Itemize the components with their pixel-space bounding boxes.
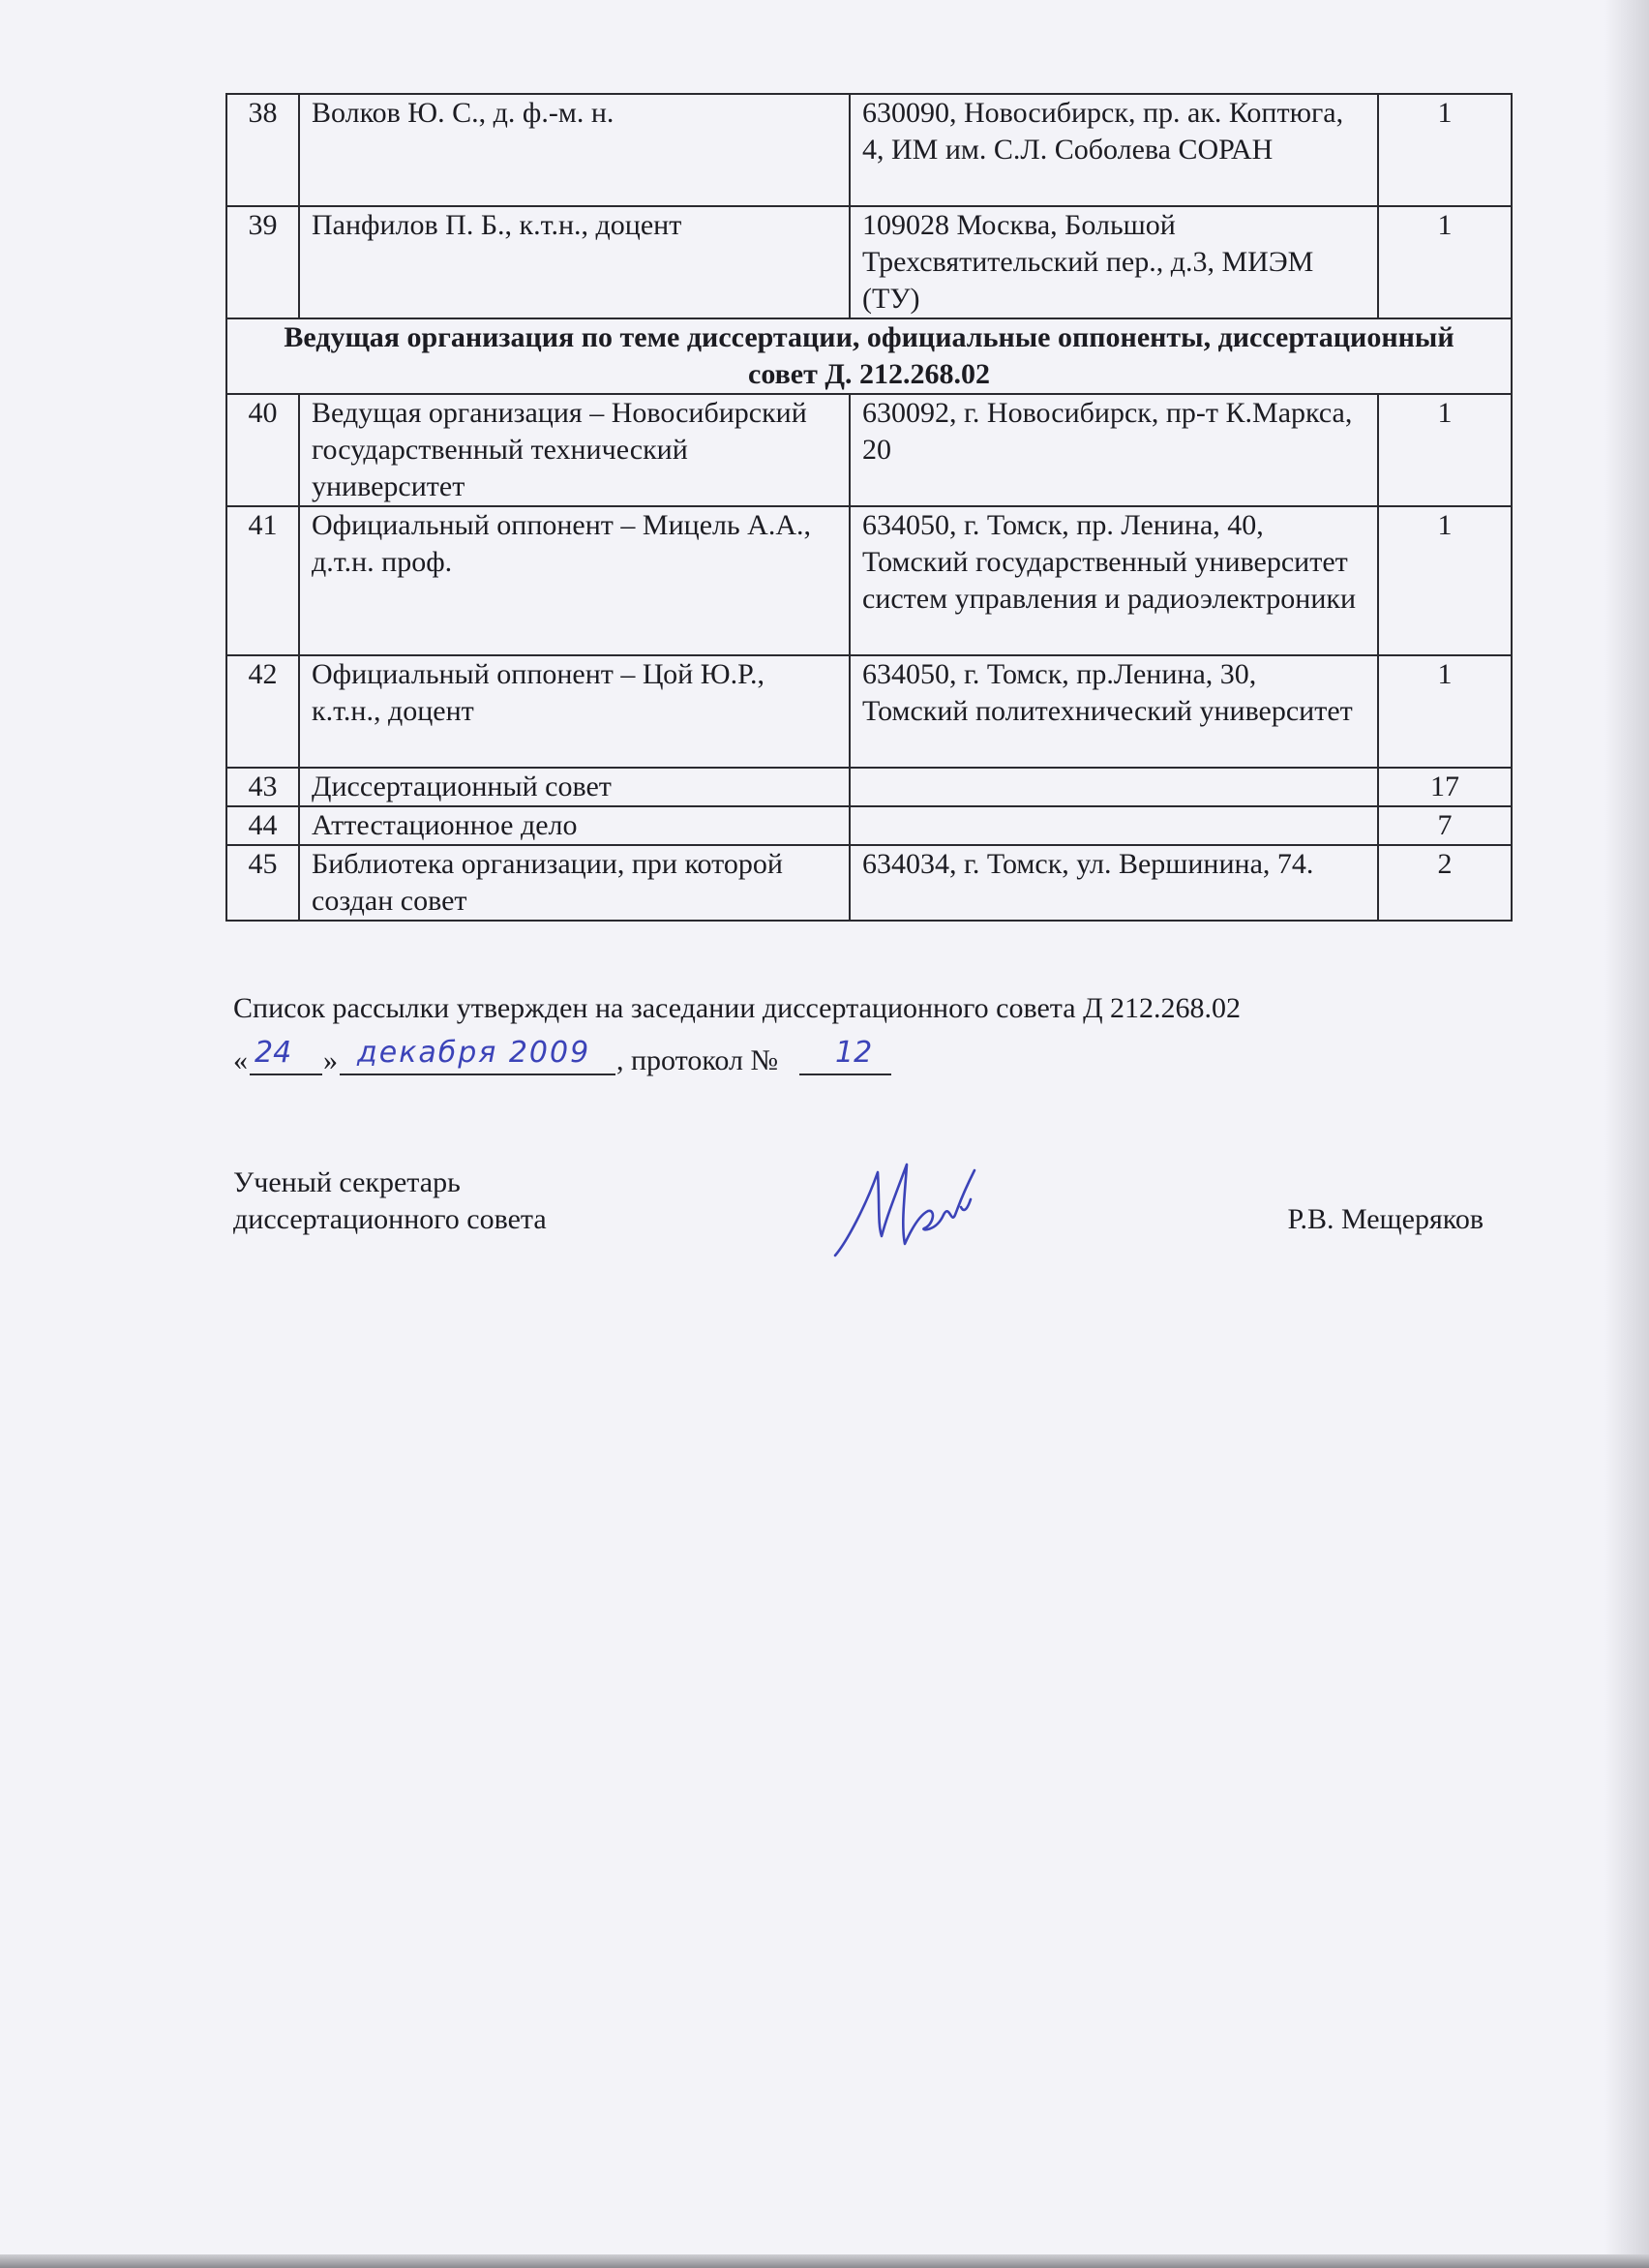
cell-copies: 1 (1378, 94, 1512, 206)
cell-recipient: Ведущая организация – Новосибирский государственный технический университет (299, 394, 850, 506)
cell-copies: 2 (1378, 845, 1512, 921)
approval-date-line (233, 1036, 930, 1091)
cell-recipient: Официальный оппонент – Цой Ю.Р., к.т.н., доцент (299, 655, 850, 768)
cell-number: 44 (226, 806, 299, 845)
protocol-underline (799, 1074, 891, 1075)
cell-copies: 17 (1378, 768, 1512, 806)
cell-recipient: Панфилов П. Б., к.т.н., доцент (299, 206, 850, 318)
open-quote: « (233, 1044, 248, 1076)
section-heading: Ведущая организация по теме диссертации, официальные оппоненты, диссертационный совет Д. 212.268.02 (226, 318, 1512, 394)
cell-recipient: Диссертационный совет (299, 768, 850, 806)
table-row (226, 655, 1512, 768)
section-heading-row (226, 318, 1512, 394)
cell-address: 630090, Новосибирск, пр. ак. Коптюга, 4, ИМ им. С.Л. Соболева СОРАН (850, 94, 1378, 206)
month-year-underline (340, 1074, 615, 1075)
cell-address (850, 768, 1378, 806)
cell-copies: 1 (1378, 506, 1512, 655)
day-underline (250, 1074, 322, 1075)
cell-copies: 1 (1378, 394, 1512, 506)
cell-recipient: Волков Ю. С., д. ф.-м. н. (299, 94, 850, 206)
table-row (226, 806, 1512, 845)
page-edge-shadow (1604, 0, 1649, 2268)
approval-text: Список рассылки утвержден на заседании диссертационного совета Д 212.268.02 (233, 992, 1242, 1024)
scan-bottom-band (0, 2254, 1649, 2268)
cell-address (850, 806, 1378, 845)
cell-address: 634034, г. Томск, ул. Вершинина, 74. (850, 845, 1378, 921)
handwritten-month-year: декабря 2009 (357, 1036, 591, 1070)
table-row (226, 394, 1512, 506)
table-body-before (226, 94, 1512, 318)
cell-recipient: Библиотека организации, при которой создан совет (299, 845, 850, 921)
secretary-name: Р.В. Мещеряков (1287, 1203, 1484, 1235)
cell-recipient: Аттестационное дело (299, 806, 850, 845)
cell-address: 630092, г. Новосибирск, пр-т К.Маркса, 20 (850, 394, 1378, 506)
handwritten-signature (827, 1147, 1002, 1263)
cell-address: 109028 Москва, Большой Трехсвятительский пер., д.3, МИЭМ (ТУ) (850, 206, 1378, 318)
cell-number: 43 (226, 768, 299, 806)
secretary-title-line1: Ученый секретарь (233, 1166, 461, 1198)
table-row (226, 845, 1512, 921)
cell-copies: 1 (1378, 206, 1512, 318)
table-row (226, 206, 1512, 318)
cell-copies: 1 (1378, 655, 1512, 768)
cell-number: 42 (226, 655, 299, 768)
distribution-table (225, 93, 1513, 922)
cell-address: 634050, г. Томск, пр.Ленина, 30, Томский политехнический университет (850, 655, 1378, 768)
cell-recipient: Официальный оппонент – Мицель А.А., д.т.н. проф. (299, 506, 850, 655)
close-quote: » (323, 1044, 338, 1076)
handwritten-day: 24 (255, 1036, 292, 1070)
table-row (226, 506, 1512, 655)
table-body-after (226, 394, 1512, 921)
cell-copies: 7 (1378, 806, 1512, 845)
cell-address: 634050, г. Томск, пр. Ленина, 40, Томский государственный университет систем управления и радиоэлектроники (850, 506, 1378, 655)
table-row (226, 94, 1512, 206)
cell-number: 41 (226, 506, 299, 655)
cell-number: 39 (226, 206, 299, 318)
cell-number: 45 (226, 845, 299, 921)
cell-number: 38 (226, 94, 299, 206)
protocol-label: , протокол № (616, 1044, 779, 1076)
secretary-title-line2: диссертационного совета (233, 1203, 547, 1235)
cell-number: 40 (226, 394, 299, 506)
table-row (226, 768, 1512, 806)
handwritten-protocol-number: 12 (835, 1036, 873, 1070)
